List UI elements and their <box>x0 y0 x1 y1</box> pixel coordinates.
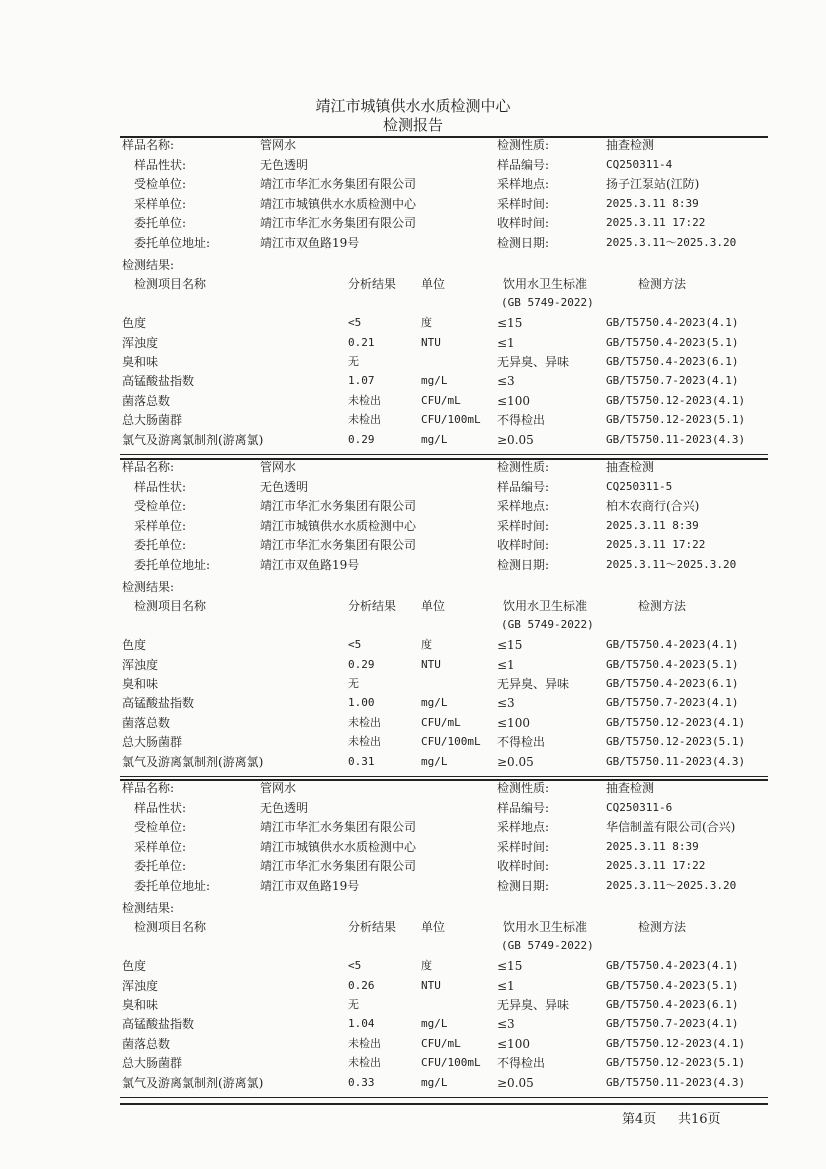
report-title: 检测报告 <box>382 116 443 134</box>
value-sample-name: 管网水 <box>260 138 297 152</box>
row-method: GB/T5750.4-2023(4.1) <box>606 638 739 651</box>
col-header-item: 检测项目名称 <box>134 277 207 291</box>
value-inspected-unit: 靖江市华汇水务集团有限公司 <box>260 820 417 834</box>
row-standard: 不得检出 <box>497 735 546 749</box>
row-unit: CFU/mL <box>421 1037 461 1050</box>
row-item: 高锰酸盐指数 <box>122 696 195 710</box>
value-inspected-unit: 靖江市华汇水务集团有限公司 <box>260 499 417 513</box>
row-standard: ≤1 <box>497 658 515 672</box>
row-method: GB/T5750.11-2023(4.3) <box>606 1076 746 1089</box>
results-label: 检测结果: <box>122 258 175 272</box>
section-bottom-rule <box>120 454 768 455</box>
col-header-unit: 单位 <box>421 277 446 291</box>
row-method: GB/T5750.4-2023(4.1) <box>606 316 739 329</box>
row-item: 总大肠菌群 <box>122 1056 183 1070</box>
row-method: GB/T5750.11-2023(4.3) <box>606 755 746 768</box>
row-item: 浑浊度 <box>122 336 159 350</box>
row-item: 浑浊度 <box>122 658 159 672</box>
value-sampling-time: 2025.3.11 8:39 <box>606 839 699 853</box>
row-method: GB/T5750.4-2023(6.1) <box>606 677 739 690</box>
row-result: 未检出 <box>348 716 381 729</box>
col-header-standard: 饮用水卫生标准 <box>503 920 588 934</box>
row-standard: ≥0.05 <box>497 755 534 769</box>
label-sampling-site: 采样地点: <box>497 177 550 191</box>
label-receive-time: 收样时间: <box>497 859 550 873</box>
row-item: 总大肠菌群 <box>122 735 183 749</box>
row-unit: NTU <box>421 336 441 349</box>
row-result: 0.21 <box>348 336 375 349</box>
label-sampling-unit: 采样单位: <box>134 518 187 533</box>
value-client-address: 靖江市双鱼路19号 <box>260 878 360 893</box>
row-unit: mg/L <box>421 755 448 768</box>
row-unit: CFU/100mL <box>421 735 481 748</box>
row-result: 无 <box>348 677 359 690</box>
value-sample-name: 管网水 <box>260 781 297 795</box>
row-item: 氯气及游离氯制剂(游离氯) <box>122 755 264 769</box>
col-header-item: 检测项目名称 <box>134 599 207 613</box>
row-result: 无 <box>348 355 359 368</box>
row-standard: 不得检出 <box>497 413 546 427</box>
section-top-rule <box>120 458 768 460</box>
row-method: GB/T5750.4-2023(6.1) <box>606 998 739 1011</box>
row-item: 色度 <box>122 316 147 330</box>
row-item: 氯气及游离氯制剂(游离氯) <box>122 1076 264 1090</box>
label-client-unit: 委托单位: <box>134 216 187 230</box>
row-item: 臭和味 <box>122 998 159 1012</box>
results-label: 检测结果: <box>122 901 175 915</box>
row-item: 臭和味 <box>122 355 159 369</box>
label-sampling-time: 采样时间: <box>497 518 550 533</box>
label-test-date: 检测日期: <box>497 878 550 893</box>
row-method: GB/T5750.4-2023(5.1) <box>606 979 739 992</box>
row-standard: ≤3 <box>497 696 515 710</box>
row-unit: mg/L <box>421 696 448 709</box>
label-inspected-unit: 受检单位: <box>134 177 187 191</box>
value-sampling-unit: 靖江市城镇供水水质检测中心 <box>260 839 417 854</box>
value-receive-time: 2025.3.11 17:22 <box>606 216 706 229</box>
row-result: 未检出 <box>348 413 381 426</box>
label-sampling-unit: 采样单位: <box>134 196 187 211</box>
row-result: 0.31 <box>348 755 375 768</box>
col-header-result: 分析结果 <box>348 920 397 934</box>
row-standard: ≤15 <box>497 959 523 973</box>
value-sample-name: 管网水 <box>260 460 297 474</box>
row-method: GB/T5750.12-2023(4.1) <box>606 394 746 407</box>
row-item: 臭和味 <box>122 677 159 691</box>
row-unit: mg/L <box>421 433 448 446</box>
row-unit: mg/L <box>421 374 448 387</box>
row-standard: ≤15 <box>497 638 523 652</box>
label-receive-time: 收样时间: <box>497 538 550 552</box>
label-sampling-site: 采样地点: <box>497 499 550 513</box>
row-standard: ≤100 <box>497 716 530 730</box>
label-receive-time: 收样时间: <box>497 216 550 230</box>
row-result: <5 <box>348 959 362 972</box>
col-header-method: 检测方法 <box>638 599 687 613</box>
col-header-method: 检测方法 <box>638 920 687 934</box>
row-unit: CFU/100mL <box>421 413 481 426</box>
section-top-rule <box>120 136 768 138</box>
page-total: 共16页 <box>678 1112 721 1127</box>
row-result: 未检出 <box>348 1056 381 1069</box>
row-standard: ≥0.05 <box>497 1076 534 1090</box>
value-sampling-unit: 靖江市城镇供水水质检测中心 <box>260 518 417 533</box>
label-inspected-unit: 受检单位: <box>134 820 187 834</box>
col-header-result: 分析结果 <box>348 277 397 291</box>
label-sample-name: 样品名称: <box>122 781 175 795</box>
results-label: 检测结果: <box>122 580 175 594</box>
row-method: GB/T5750.12-2023(5.1) <box>606 413 746 426</box>
label-client-unit: 委托单位: <box>134 538 187 552</box>
section-bottom-rule <box>120 1097 768 1098</box>
row-standard: ≤3 <box>497 374 515 388</box>
row-result: 1.04 <box>348 1017 375 1030</box>
label-sample-property: 样品性状: <box>134 800 187 815</box>
row-item: 菌落总数 <box>122 1037 171 1051</box>
row-method: GB/T5750.4-2023(4.1) <box>606 959 739 972</box>
row-item: 高锰酸盐指数 <box>122 374 195 388</box>
row-result: <5 <box>348 316 362 329</box>
value-client-address: 靖江市双鱼路19号 <box>260 235 360 250</box>
label-sample-name: 样品名称: <box>122 460 175 474</box>
row-unit: CFU/mL <box>421 394 461 407</box>
row-standard: ≥0.05 <box>497 433 534 447</box>
row-result: 未检出 <box>348 735 381 748</box>
row-unit: mg/L <box>421 1017 448 1030</box>
label-sample-no: 样品编号: <box>497 157 550 172</box>
row-item: 浑浊度 <box>122 979 159 993</box>
row-method: GB/T5750.12-2023(4.1) <box>606 716 746 729</box>
row-standard: ≤1 <box>497 979 515 993</box>
col-header-method: 检测方法 <box>638 277 687 291</box>
row-method: GB/T5750.7-2023(4.1) <box>606 696 739 709</box>
label-sampling-site: 采样地点: <box>497 820 550 834</box>
label-test-type: 检测性质: <box>497 460 550 474</box>
value-sampling-site: 扬子江泵站(江防) <box>606 177 700 191</box>
value-client-unit: 靖江市华汇水务集团有限公司 <box>260 859 417 873</box>
value-test-type: 抽查检测 <box>606 460 655 474</box>
label-sample-no: 样品编号: <box>497 479 550 494</box>
value-inspected-unit: 靖江市华汇水务集团有限公司 <box>260 177 417 191</box>
row-result: 0.33 <box>348 1076 375 1089</box>
label-sample-property: 样品性状: <box>134 157 187 172</box>
row-result: 1.00 <box>348 696 375 709</box>
value-receive-time: 2025.3.11 17:22 <box>606 538 706 551</box>
row-item: 色度 <box>122 959 147 973</box>
row-standard: 无异臭、异味 <box>497 677 570 691</box>
row-result: 0.29 <box>348 433 375 446</box>
row-method: GB/T5750.11-2023(4.3) <box>606 433 746 446</box>
row-result: <5 <box>348 638 362 651</box>
row-item: 色度 <box>122 638 147 652</box>
row-standard: ≤15 <box>497 316 523 330</box>
row-unit: mg/L <box>421 1076 448 1089</box>
label-sampling-time: 采样时间: <box>497 196 550 211</box>
row-unit: 度 <box>421 316 432 329</box>
row-result: 无 <box>348 998 359 1011</box>
label-inspected-unit: 受检单位: <box>134 499 187 513</box>
row-result: 未检出 <box>348 394 381 407</box>
row-standard: ≤3 <box>497 1017 515 1031</box>
value-sample-no: CQ250311-4 <box>606 157 673 171</box>
value-receive-time: 2025.3.11 17:22 <box>606 859 706 872</box>
col-header-standard-code: (GB 5749-2022) <box>501 618 594 631</box>
value-sample-property: 无色透明 <box>260 800 309 815</box>
label-sample-name: 样品名称: <box>122 138 175 152</box>
value-client-address: 靖江市双鱼路19号 <box>260 557 360 572</box>
row-item: 菌落总数 <box>122 394 171 408</box>
label-client-address: 委托单位地址: <box>134 557 211 572</box>
label-client-address: 委托单位地址: <box>134 878 211 893</box>
label-test-type: 检测性质: <box>497 138 550 152</box>
col-header-result: 分析结果 <box>348 599 397 613</box>
col-header-unit: 单位 <box>421 920 446 934</box>
value-sampling-site: 华信制盖有限公司(合兴) <box>606 820 736 834</box>
row-result: 未检出 <box>348 1037 381 1050</box>
col-header-standard: 饮用水卫生标准 <box>503 277 588 291</box>
row-standard: 不得检出 <box>497 1056 546 1070</box>
row-unit: CFU/mL <box>421 716 461 729</box>
row-method: GB/T5750.12-2023(5.1) <box>606 1056 746 1069</box>
label-client-unit: 委托单位: <box>134 859 187 873</box>
label-sample-no: 样品编号: <box>497 800 550 815</box>
value-sample-no: CQ250311-5 <box>606 479 673 493</box>
page-number: 第4页 <box>622 1112 657 1127</box>
value-client-unit: 靖江市华汇水务集团有限公司 <box>260 538 417 552</box>
section-bottom-rule <box>120 776 768 777</box>
col-header-standard-code: (GB 5749-2022) <box>501 939 594 952</box>
row-method: GB/T5750.12-2023(4.1) <box>606 1037 746 1050</box>
row-unit: 度 <box>421 959 432 972</box>
value-sample-property: 无色透明 <box>260 479 309 494</box>
row-standard: 无异臭、异味 <box>497 998 570 1012</box>
value-sample-property: 无色透明 <box>260 157 309 172</box>
row-method: GB/T5750.7-2023(4.1) <box>606 1017 739 1030</box>
center-name: 靖江市城镇供水水质检测中心 <box>315 97 511 115</box>
value-test-date: 2025.3.11～2025.3.20 <box>606 557 737 571</box>
row-method: GB/T5750.4-2023(5.1) <box>606 336 739 349</box>
row-result: 0.29 <box>348 658 375 671</box>
section-top-rule <box>120 779 768 781</box>
row-item: 总大肠菌群 <box>122 413 183 427</box>
value-sampling-time: 2025.3.11 8:39 <box>606 518 699 532</box>
value-sampling-unit: 靖江市城镇供水水质检测中心 <box>260 196 417 211</box>
row-standard: ≤100 <box>497 394 530 408</box>
row-result: 1.07 <box>348 374 375 387</box>
label-test-date: 检测日期: <box>497 235 550 250</box>
value-sampling-time: 2025.3.11 8:39 <box>606 196 699 210</box>
value-test-date: 2025.3.11～2025.3.20 <box>606 235 737 249</box>
row-item: 高锰酸盐指数 <box>122 1017 195 1031</box>
value-test-date: 2025.3.11～2025.3.20 <box>606 878 737 892</box>
value-sampling-site: 柏木农商行(合兴) <box>606 499 700 513</box>
row-unit: CFU/100mL <box>421 1056 481 1069</box>
value-test-type: 抽查检测 <box>606 138 655 152</box>
label-sampling-time: 采样时间: <box>497 839 550 854</box>
value-sample-no: CQ250311-6 <box>606 800 673 814</box>
row-standard: 无异臭、异味 <box>497 355 570 369</box>
value-client-unit: 靖江市华汇水务集团有限公司 <box>260 216 417 230</box>
row-method: GB/T5750.7-2023(4.1) <box>606 374 739 387</box>
row-item: 菌落总数 <box>122 716 171 730</box>
label-sampling-unit: 采样单位: <box>134 839 187 854</box>
row-method: GB/T5750.4-2023(6.1) <box>606 355 739 368</box>
label-test-date: 检测日期: <box>497 557 550 572</box>
row-result: 0.26 <box>348 979 375 992</box>
value-test-type: 抽查检测 <box>606 781 655 795</box>
row-method: GB/T5750.12-2023(5.1) <box>606 735 746 748</box>
col-header-standard-code: (GB 5749-2022) <box>501 296 594 309</box>
row-standard: ≤100 <box>497 1037 530 1051</box>
col-header-unit: 单位 <box>421 599 446 613</box>
footer-rule <box>120 1103 768 1105</box>
row-unit: 度 <box>421 638 432 651</box>
row-unit: NTU <box>421 979 441 992</box>
label-client-address: 委托单位地址: <box>134 235 211 250</box>
row-item: 氯气及游离氯制剂(游离氯) <box>122 433 264 447</box>
col-header-standard: 饮用水卫生标准 <box>503 599 588 613</box>
row-standard: ≤1 <box>497 336 515 350</box>
col-header-item: 检测项目名称 <box>134 920 207 934</box>
row-unit: NTU <box>421 658 441 671</box>
label-test-type: 检测性质: <box>497 781 550 795</box>
label-sample-property: 样品性状: <box>134 479 187 494</box>
row-method: GB/T5750.4-2023(5.1) <box>606 658 739 671</box>
